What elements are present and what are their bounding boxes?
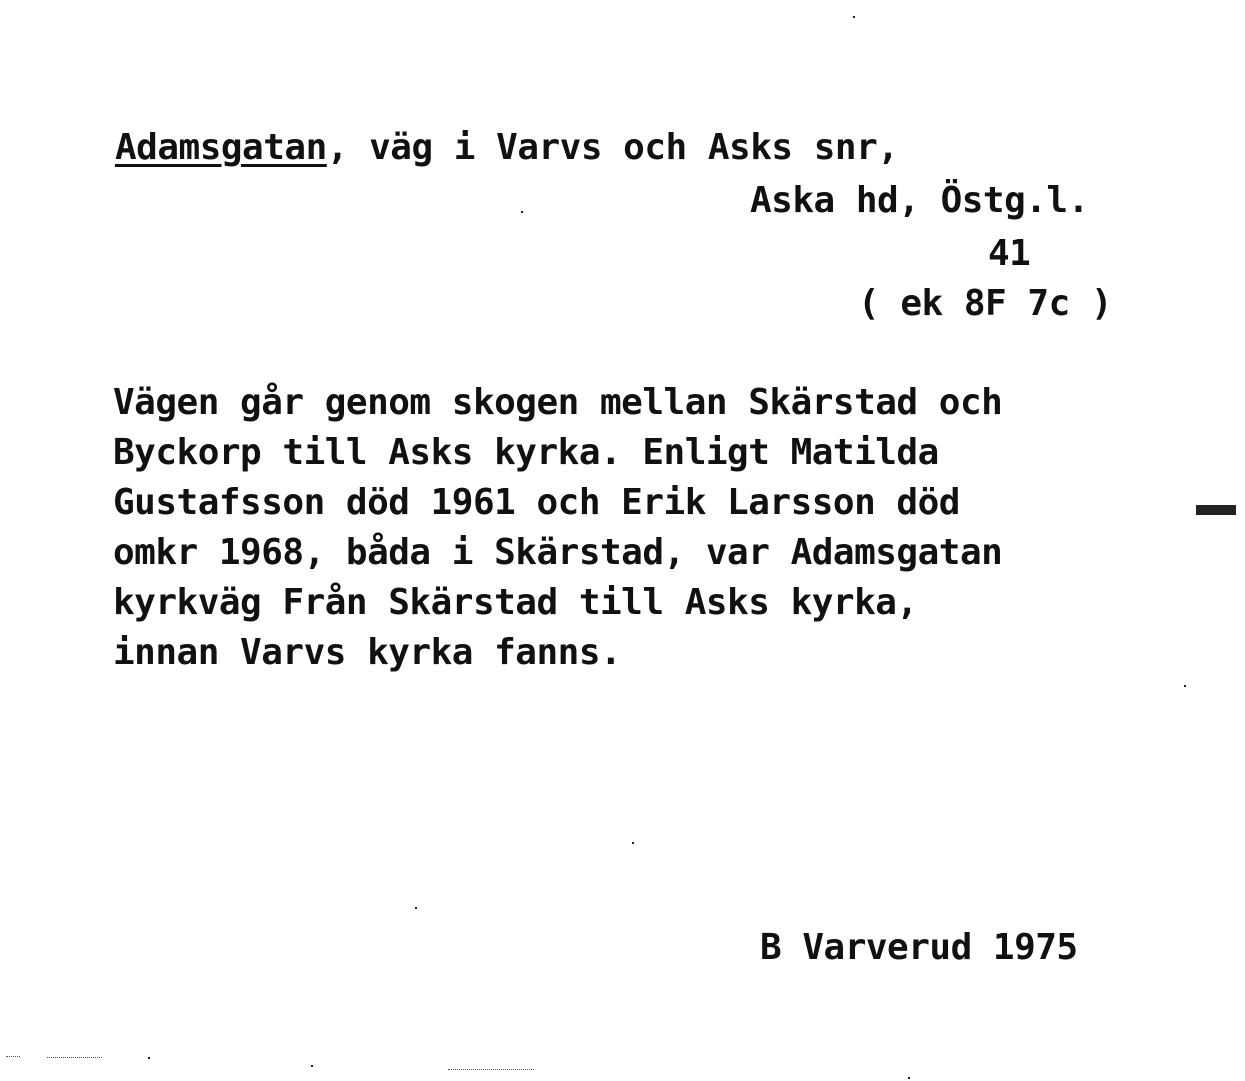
header-map-reference: ( ek 8F 7c ) — [858, 283, 1113, 324]
scan-speck — [853, 16, 855, 18]
scan-speck — [521, 211, 523, 213]
scan-speck — [1184, 685, 1186, 687]
body-line-1: Vägen går genom skogen mellan Skärstad och — [113, 382, 1003, 423]
body-line-6: innan Varvs kyrka fanns. — [113, 632, 622, 673]
strikeout-mark — [1196, 505, 1236, 515]
scan-edge-dots — [448, 1069, 534, 1071]
body-line-5: kyrkväg Från Skärstad till Asks kyrka, — [113, 582, 918, 623]
header-district: Aska hd, Östg.l. — [750, 180, 1089, 221]
body-line-4: omkr 1968, båda i Skärstad, var Adamsgatan — [113, 532, 1003, 573]
body-line-3: Gustafsson död 1961 och Erik Larsson död — [113, 482, 960, 523]
header-location: , väg i Varvs och Asks snr, — [326, 127, 899, 168]
scan-edge-dots — [47, 1057, 102, 1059]
header-line-1 — [115, 128, 898, 168]
scan-speck — [908, 1077, 910, 1079]
headword: Adamsgatan — [115, 127, 327, 168]
scan-speck — [148, 1057, 150, 1059]
signature: B Varverud 1975 — [760, 927, 1078, 968]
body-line-2: Byckorp till Asks kyrka. Enligt Matilda — [113, 432, 939, 473]
scan-speck — [632, 842, 634, 844]
scan-speck — [415, 907, 417, 909]
scan-speck — [311, 1065, 313, 1067]
header-number: 41 — [988, 233, 1031, 274]
scan-edge-dots — [6, 1056, 20, 1058]
